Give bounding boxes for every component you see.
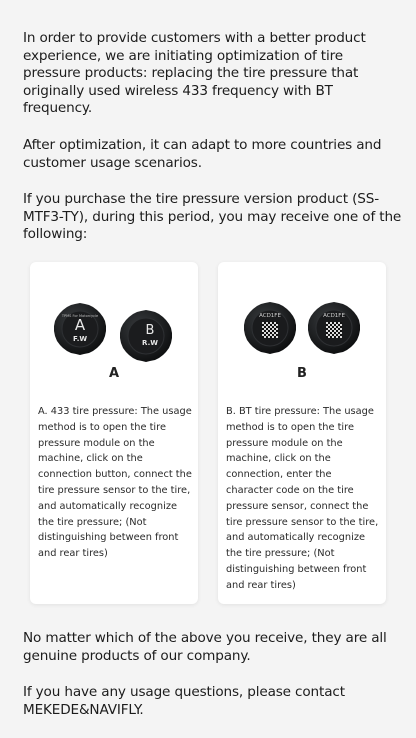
- sensor-a-position: F.W: [72, 335, 88, 343]
- outro-paragraph-1: No matter which of the above you receive, they are all genuine products of our company.: [23, 630, 387, 664]
- intro-paragraph-1: In order to provide customers with a better product experience, we are initiating optimization of tire pressure products: replacing the tire pressure that originally used wireless 433 frequency with BT frequency.: [23, 30, 366, 117]
- product-card-b: [218, 262, 386, 604]
- qr-code-icon: [262, 322, 278, 338]
- sensor-2-code: ACD1FE: [323, 313, 345, 319]
- sensor-1-code: ACD1FE: [259, 313, 281, 319]
- card-b-letter: B: [297, 366, 307, 381]
- qr-code-icon: [326, 322, 342, 338]
- card-b-description: B. BT tire pressure: The usage method is to open the tire pressure module on the machine, click on the connection, enter the character code on the tire pressure sensor, connect the tire pressure sensor to the tire, and automatically recognize the tire pressure; (Not distinguishing between front and rear tires): [226, 406, 379, 591]
- sensor-image-a: [30, 298, 198, 368]
- tpms-bt-sensors-icon: [218, 298, 386, 368]
- sensor-image-b: [218, 298, 386, 368]
- sensor-b-letter: B: [145, 323, 155, 338]
- product-card-a: [30, 262, 198, 604]
- sensor-a-letter: A: [74, 316, 86, 334]
- intro-paragraph-3: If you purchase the tire pressure version product (SS-MTF3-TY), during this period, you may receive one of the following:: [23, 191, 402, 243]
- card-a-description: A. 433 tire pressure: The usage method is to open the tire pressure module on the machine, click on the connection button, connect the tire pressure sensor to the tire, and automatically recognize the tire pressure; (Not distinguishing between front and rear tires): [38, 406, 192, 560]
- sensor-a-rim-text: TPMS For Motorcycle: [61, 314, 99, 318]
- sensor-b-position: R.W: [142, 339, 158, 347]
- tpms-433-sensors-icon: [30, 298, 198, 368]
- card-a-letter: A: [108, 366, 120, 381]
- intro-paragraph-2: After optimization, it can adapt to more countries and customer usage scenarios.: [23, 137, 382, 171]
- outro-paragraph-2: If you have any usage questions, please contact MEKEDE&NAVIFLY.: [23, 684, 345, 718]
